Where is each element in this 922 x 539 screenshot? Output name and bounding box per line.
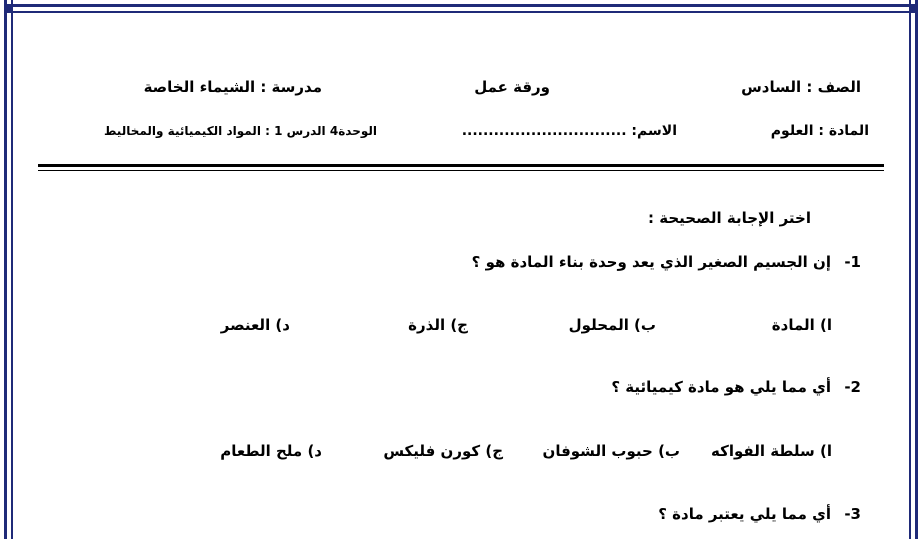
- question-2-option-b: ب) حبوب الشوفان: [542, 442, 680, 460]
- question-1-option-b: ب) المحلول: [568, 316, 656, 334]
- header-divider-thin: [38, 170, 884, 171]
- question-2-option-a: ا) سلطة الفواكه: [711, 442, 832, 460]
- border-corner-top-left: [4, 4, 13, 13]
- page-border-right-outer: [915, 0, 918, 539]
- page-border-left-outer: [4, 0, 7, 539]
- question-2-option-c: ج) كورن فليكس: [383, 442, 503, 460]
- grade-label: الصف : السادس: [741, 78, 861, 96]
- page-border-right-inner: [909, 0, 911, 539]
- border-corner-top-right: [909, 4, 918, 13]
- unit-lesson-label: الوحدة4 الدرس 1 : المواد الكيميائية والمخاليط: [103, 124, 377, 138]
- question-1-option-c: ج) الذرة: [408, 316, 468, 334]
- page-border-top-inner: [11, 11, 911, 13]
- header-divider-thick: [38, 164, 884, 167]
- page-border-left-inner: [11, 0, 13, 539]
- worksheet-title: ورقة عمل: [474, 78, 550, 96]
- question-2-text: أي مما يلي هو مادة كيميائية ؟: [611, 378, 831, 396]
- question-1-text: إن الجسيم الصغير الذي يعد وحدة بناء المادة هو ؟: [471, 253, 831, 271]
- instructions-heading: اختر الإجابة الصحيحة :: [648, 209, 811, 227]
- question-2-option-d: د) ملح الطعام: [220, 442, 322, 460]
- question-2-number: -2: [844, 378, 861, 396]
- page-border-top-outer: [4, 4, 918, 7]
- question-1-number: -1: [844, 253, 861, 271]
- question-3-number: -3: [844, 505, 861, 523]
- subject-label: المادة : العلوم: [770, 123, 869, 139]
- question-3-text: أي مما يلي يعتبر مادة ؟: [658, 505, 831, 523]
- question-1-option-a: ا) المادة: [771, 316, 832, 334]
- question-1-option-d: د) العنصر: [220, 316, 290, 334]
- student-name-field: الاسم: ...............................: [461, 123, 677, 139]
- school-name: مدرسة : الشيماء الخاصة: [143, 78, 322, 96]
